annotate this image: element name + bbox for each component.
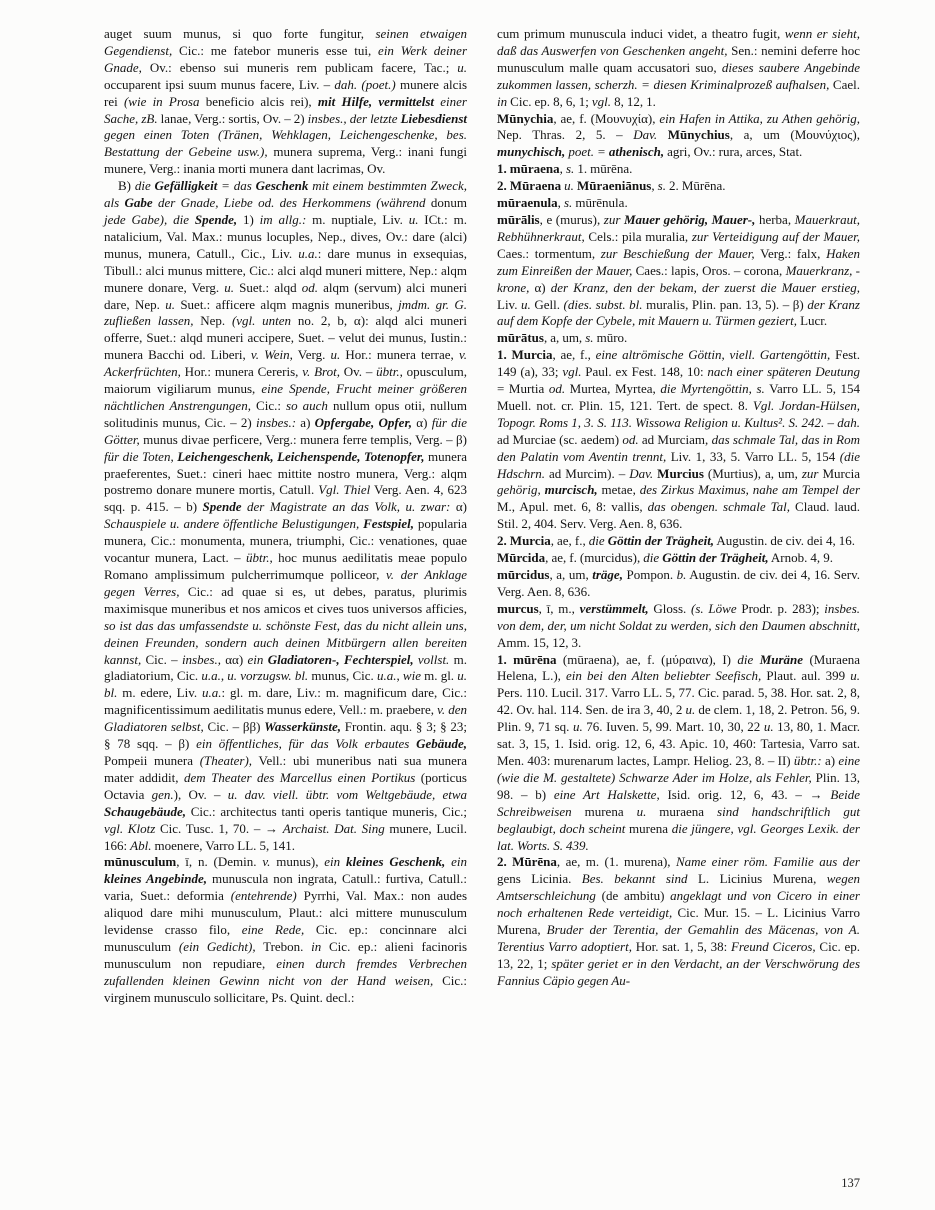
entry-muraena-2-ref: 2. Mūraena u. Mūraeniānus, s. 2. Mūrēna. (497, 178, 726, 194)
entry-murena-2: 2. Mūrēna, ae, m. (1. murena), Name einer röm. Familie aus der gens Licinia. Bes. bekannt sind L. Licinius Murena, wegen Amtserschleichung (de ambitu) angeklagt und von Cicero in einer noch erhaltenen Rede verteidigt, Cic. Mur. 15. – L. Licinius Varro Murena, Bruder der Terentia, der Gemahlin des Mäcenas, von A. Terentius Varro adoptiert, Hor. sat. 1, 5, 38: Freund Ciceros, Cic. ep. 13, 22, 1; später geriet er in den Verdacht, an der Verschwörung des Fannius Cäpio gegen Au- (497, 854, 861, 988)
column (104, 26, 467, 1007)
entry-muraenula-ref: mūraenula, s. mūrēnula. (497, 195, 628, 211)
entry-murena-1: 1. mūrēna (mūraena), ae, f. (μύραινα), I) die Muräne (Muraena Helena, L.), ein bei den Alten beliebter Seefisch, Plaut. aul. 399 u. Pers. 110. Lucil. 317. Varro LL. 5, 77. Cic. parad. 5, 38. Hor. sat. 2, 8, 42. Ov. hal. 114. Sen. de ira 3, 40, 2 u. de clem. 1, 18, 2. Petron. 56, 9. Plin. 9, 71 sq. u. 76. Iuven. 5, 99. Mart. 10, 30, 22 u. 13, 80, 1. Macr. sat. 3, 15, 1. Isid. orig. 12, 6, 43. Apic. 10, 460: Tartesia, Varro sat. Men. 403: murenarum lactes, Lampr. Heliog. 23, 8. – II) übtr.: a) eine (wie die M. gestaltete) Schwarze Ader im Holze, als Fehler, Plin. 13, 98. – b) eine Art Halskette, Isid. orig. 12, 6, 43. – → Beide Schreibweisen murena u. muraena sind handschriftlich gut beglaubigt, doch scheint murena die jüngere, vgl. Georges Lexik. der lat. Worts. S. 439. (497, 651, 861, 853)
entry-murcidus: mūrcidus, a, um, träge, Pompon. b. Augustin. de civ. dei 4, 16. Serv. Verg. Aen. 8, 636. (497, 567, 860, 599)
entry-muralis: mūrālis, e (murus), zur Mauer gehörig, Mauer-, herba, Mauerkraut, Rebhühnerkraut, Cels.: pila muralia, zur Verteidigung auf der Mauer, Caes.: tormentum, zur Beschießung der Mauer, Verg.: falx, Haken zum Einreißen der Mauer, Caes.: lapis, Oros. – corona, Mauerkranz, -krone, α) der Kranz, den der bekam, der zuerst die Mauer erstieg, Liv. u. Gell. (dies. subst. bl. muralis, Plin. pan. 13, 5). – β) der Kranz auf dem Kopfe der Cybele, mit Mauern u. Türmen geziert, Lucr. (497, 211, 860, 329)
entry-muratus-ref: mūrātus, a, um, s. mūro. (497, 330, 628, 346)
text-columns (104, 26, 860, 1007)
entry-munusculum: mūnusculum, ī, n. (Demin. v. munus), ein kleines Geschenk, ein kleines Angebinde, munuscula non ingrata, Catull.: furtiva, Catull.: varia, Suet.: deformia (entehrende) Pyrrhi, Val. Max.: non audes aliquod dare mihi munusculum, Plaut.: alci mittere munusculum levidense crasso filo, eine Rede, Cic. ep.: concinnare alci munusculum (ein Gedicht), Trebon. in Cic. ep.: alieni facinoris munusculum non repudiare, einen durch fremdes Verbrechen zufallenden kleinen Gewinn nicht von der Hand weisen, Cic.: virginem munusculo sollicitare, Ps. Quint. decl.: (104, 854, 468, 1005)
entry-murcus: murcus, ī, m., verstümmelt, Gloss. (s. Löwe Prodr. p. 283); insbes. von dem, der, um nicht Soldat zu werden, sich den Daumen abschnitt, Amm. 15, 12, 3. (497, 600, 861, 650)
entry-munusculum-continuation: cum primum munuscula induci videt, a theatro fugit, wenn er sieht, daß das Auswerfen von Geschenken angeht, Sen.: nemini deferre hoc munusculum malle quam accusatori suo, dieses saubere Angebinde zukommen lassen, scherzh. = diesen Kriminalprozeß aufhalsen, Cael. in Cic. ep. 8, 6, 1; vgl. 8, 12, 1. (497, 26, 861, 109)
entry-murcia-2: 2. Murcia, ae, f., die Göttin der Trägheit, Augustin. de civ. dei 4, 16. (497, 533, 856, 549)
entry-murcia-1: 1. Murcia, ae, f., eine altrömische Göttin, viell. Gartengöttin, Fest. 149 (a), 33; vgl. Paul. ex Fest. 148, 10: nach einer späteren Deutung = Murtia od. Murtea, Myrtea, die Myrtengöttin, s. Varro LL. 5, 154 Muell. not. cr. Plin. 15, 121. Tert. de spect. 8. Vgl. Jordan-Hülsen, Topogr. Roms 1, 3. S. 113. Wissowa Religion u. Kultus². S. 242. – dah. ad Murciae (sc. aedem) od. ad Murciam, das schmale Tal, das in Rom den Palatin vom Aventin trennt, Liv. 1, 33, 5. Varro LL. 5, 154 (die Hdschrn. ad Murcim). – Dav. Murcius (Murtius), a, um, zur Murcia gehörig, murcisch, metae, des Zirkus Maximus, nahe am Tempel der M., Apul. met. 6, 8: vallis, das obengen. schmale Tal, Claud. laud. Stil. 2, 404. Serv. Verg. Aen. 8, 636. (497, 347, 861, 532)
entry-muraena-1-ref: 1. mūraena, s. 1. mūrēna. (497, 161, 633, 177)
entry-munus-continuation: auget suum munus, si quo forte fungitur, seinen etwaigen Gegendienst, Cic.: me fatebor muneris esse tui, ein Werk deiner Gnade, Ov.: ebenso sui muneris rem publicam facere, Tac.; u. occuparent ipsi suum munus facere, Liv. – dah. (poet.) munere alcis rei (wie in Prosa beneficio alcis rei), mit Hilfe, vermittelst einer Sache, zB. lanae, Verg.: sortis, Ov. – 2) insbes., der letzte Liebesdienst gegen einen Toten (Tränen, Wehklagen, Leichengeschenke, bes. Bestattung der Gebeine usw.), munera suprema, Verg.: inani fungi munere, Verg.: inania morti munera dant lacrimas, Ov. (104, 26, 468, 177)
entry-munus-section-B: B) die Gefälligkeit = das Geschenk mit einem bestimmten Zweck, als Gabe der Gnade, Liebe od. des Herkommens (während donum jede Gabe), die Spende, 1) im allg.: m. nuptiale, Liv. u. ICt.: m. natalicium, Val. Max.: munus locuples, Nep., dives, Ov.: dare (alci) munus, munera, Catull., Cic., Liv. u.a.: dare munus in exsequias, Tibull.: alci munus mittere, Cic.: alci alqd muneri mittere, Nep.: alqm munere donare, Verg. u. Suet.: alqd od. alqm (servum) alci muneri dare, Nep. u. Suet.: afficere alqm magnis muneribus, jmdm. gr. G. zufließen lassen, Nep. (vgl. unten no. 2, b, α): alqd alci muneri offerre, Suet.: alqd muneri accipere, Suet. – velut dei munus, Iustin.: munera Bacchi od. Liberi, v. Wein, Verg. u. Hor.: munera terrae, v. Ackerfrüchten, Hor.: munera Cereris, v. Brot, Ov. – übtr., opusculum, maiorum vigiliarum munus, eine Spende, Frucht meiner größeren nächtlichen Anstrengungen, Cic.: so auch nullum opus otii, nullum solitudinis munus, Cic. – 2) insbes.: a) Opfergabe, Opfer, α) für die Götter, munus divae perficere, Verg.: munera ferre templis, Verg. – β) für die Toten, Leichengeschenk, Leichenspende, Totenopfer, munera praeferentes, Suet.: cineri haec mittite nostro munera, Verg.: alqm postremo donare munere mortis, Catull. Vgl. Thiel Verg. Aen. 4, 623 sqq. p. 415. – b) Spende der Magistrate an das Volk, u. zwar: α) Schauspiele u. andere öffentliche Belustigungen, Festspiel, popularia munera, Cic.: monumenta, munera, triumphi, Cic.: venationes, quae vocantur munera, Lact. – übtr., hoc munus aedilitatis meae populo Romano amplissimum pulcherrimumque polliceor, v. der Anklage gegen Verres, Cic.: ad quae si es, ut debes, paratus, plurimis maximisque muneribus et nos amicos et cives tuos universos afficies, so ist das das umfassendste u. schönste Fest, das du nicht allein uns, deinen Freunden, sondern auch deinen Mitbürgern allen bereiten kannst, Cic. – insbes., αα) ein Gladiatoren-, Fechterspiel, vollst. m. gladiatorium, Cic. u.a., u. vorzugsw. bl. munus, Cic. u.a., wie m. gl. u. bl. m. edere, Liv. u.a.: gl. m. dare, Liv.: m. magnificum dare, Cic.: magnificentissimum aedilitatis munus edere, Vell.: m. praebere, v. den Gladiatoren selbst, Cic. – ββ) Wasserkünste, Frontin. aqu. § 3; § 23; § 78 sqq. – β) ein öffentliches, für das Volk erbautes Gebäude, Pompeii munera (Theater), Vell.: ubi muneribus nati sua munera mater addidit, dem Theater des Marcellus einen Portikus (porticus Octavia gen.), Ov. – u. dav. viell. übtr. vom Weltgebäude, etwa Schaugebäude, Cic.: architectus tanti operis tantique muneris, Cic.; vgl. Klotz Cic. Tusc. 1, 70. – → Archaist. Dat. Sing munere, Lucil. 166: Abl. moenere, Varro LL. 5, 141. (104, 178, 468, 853)
column (497, 26, 860, 1007)
entry-murcida: Mūrcida, ae, f. (murcidus), die Göttin der Trägheit, Arnob. 4, 9. (497, 550, 833, 566)
entry-munychia: Mūnychia, ae, f. (Μουνυχία), ein Hafen in Attika, zu Athen gehörig, Nep. Thras. 2, 5. – Dav. Mūnychius, a, um (Μουνύχιος), munychisch, poet. = athenisch, agri, Ov.: rura, arces, Stat. (497, 110, 860, 160)
page-number: 137 (841, 1176, 860, 1190)
